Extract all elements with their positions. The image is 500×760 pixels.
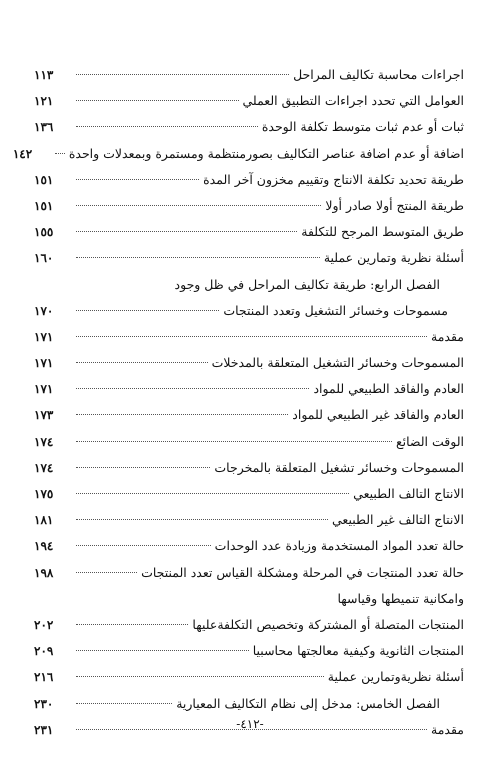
toc-entry-title: الفصل الرابع: طريقة تكاليف المراحل في ظل وجود: [174, 276, 440, 292]
toc-entry-page-number: ٢٣١: [34, 722, 54, 737]
toc-entry-title: طريقة المنتج أولا صادر أولا: [325, 197, 464, 213]
table-of-contents: [12, 62, 464, 743]
dot-leader: [76, 126, 258, 127]
dot-leader: [76, 257, 320, 258]
toc-entry: [34, 533, 464, 559]
toc-entry-title: المنتجات الثانوية وكيفية معالجتها محاسبيا: [252, 643, 464, 659]
dot-leader: [76, 179, 199, 180]
toc-entry-title: أسئلة نظريةوتمارين عملية: [327, 669, 464, 685]
toc-entry-title: العوامل التي تحدد اجراءات التطبيق العملي: [242, 93, 464, 109]
toc-entry-page-number: ١٧١: [34, 329, 54, 344]
toc-entry: [34, 193, 464, 219]
page-number-footer: -٤١٢-: [236, 717, 264, 731]
toc-entry-page-number: ١٥١: [34, 198, 54, 213]
dot-leader: [76, 676, 324, 677]
toc-entry-page-number: ١٧٤: [34, 460, 54, 475]
dot-leader: [76, 414, 288, 415]
toc-entry: [34, 664, 464, 690]
dot-leader: [76, 231, 297, 232]
toc-entry: [34, 586, 464, 612]
toc-entry-title: أسئلة نظرية وتمارين عملية: [323, 250, 464, 266]
dot-leader: [76, 100, 239, 101]
toc-entry-page-number: ١٤٢: [12, 146, 33, 161]
toc-entry: [34, 167, 464, 193]
toc-entry-page-number: ١٧٥: [34, 487, 54, 501]
toc-entry-title: الانتاج التالف غير الطبيعي: [332, 512, 464, 528]
toc-entry-page-number: ٢٠٢: [34, 617, 54, 632]
toc-entry-page-number: ١٣٦: [34, 120, 54, 135]
toc-entry-page-number: ١٢١: [34, 94, 54, 109]
toc-entry: [34, 612, 464, 638]
toc-entry-page-number: ١٥٥: [34, 225, 54, 240]
dot-leader: [76, 74, 289, 75]
toc-entry-title: الانتاج التالف الطبيعي: [353, 486, 464, 501]
toc-entry: [34, 62, 464, 88]
toc-entry: [34, 350, 464, 376]
toc-entry: [34, 376, 464, 402]
toc-entry: [34, 691, 464, 717]
toc-entry: [34, 298, 464, 324]
toc-entry-page-number: ٢٠٩: [34, 644, 54, 659]
dot-leader: [76, 336, 427, 337]
toc-entry-title: حالة تعدد المنتجات في المرحلة ومشكلة القياس تعدد المنتجات: [141, 564, 464, 580]
toc-entry-title: ثبات أو عدم ثبات متوسط تكلفة الوحدة: [261, 119, 464, 135]
toc-entry: [34, 245, 464, 271]
toc-entry: [34, 272, 464, 298]
toc-entry: [34, 638, 464, 664]
toc-entry-page-number: ١٩٤: [34, 539, 54, 554]
toc-entry: [34, 429, 464, 455]
toc-entry-page-number: ١٥١: [34, 172, 54, 187]
dot-leader: [76, 572, 137, 573]
toc-entry-page-number: ١١٣: [34, 68, 54, 82]
dot-leader: [76, 362, 208, 363]
toc-entry-title: مقدمة: [431, 721, 464, 737]
dot-leader: [76, 545, 211, 546]
dot-leader: [76, 388, 309, 389]
toc-entry: [34, 560, 464, 586]
toc-entry-page-number: ١٧١: [34, 356, 54, 371]
toc-entry: [34, 114, 464, 140]
toc-entry-page-number: ١٧٤: [34, 434, 54, 449]
toc-entry-title: المنتجات المتصلة أو المشتركة وتخصيص التكلفةعليها: [192, 616, 464, 632]
dot-leader: [55, 153, 65, 154]
toc-entry-page-number: ٢١٦: [34, 670, 54, 685]
dot-leader: [76, 519, 328, 520]
dot-leader: [76, 205, 321, 206]
dot-leader: [76, 703, 172, 704]
dot-leader: [76, 441, 392, 442]
toc-entry-title: مقدمة: [431, 328, 464, 344]
toc-entry: [34, 481, 464, 507]
toc-entry-title: العادم والفاقد الطبيعي للمواد: [313, 381, 464, 397]
toc-entry-title: طريقة تحديد تكلفة الانتاج وتقييم مخزون آخر المدة: [203, 171, 464, 187]
toc-entry: [34, 455, 464, 481]
toc-entry-title: اضافة أو عدم اضافة عناصر التكاليف بصورمنتظمة ومستمرة وبمعدلات واحدة: [68, 145, 464, 161]
toc-entry-title: وامكانية تنميطها وقياسها: [337, 590, 464, 606]
dot-leader: [76, 624, 188, 625]
toc-entry-title: الفصل الخامس: مدخل إلى نظام التكاليف المعيارية: [176, 695, 440, 711]
toc-entry-title: مسموحات وخسائر التشغيل وتعدد المنتجات: [223, 302, 448, 318]
toc-entry-title: العادم والفاقد غير الطبيعي للمواد: [292, 407, 464, 423]
toc-entry: [34, 88, 464, 114]
dot-leader: [76, 467, 210, 468]
toc-entry-page-number: ١٦٠: [34, 251, 54, 266]
dot-leader: [76, 650, 249, 651]
toc-entry-page-number: ١٩٨: [34, 565, 54, 580]
toc-entry-title: طريق المتوسط المرجح للتكلفة: [301, 224, 464, 240]
toc-entry-title: حالة تعدد المواد المستخدمة وزيادة عدد الوحدات: [214, 538, 464, 554]
toc-entry-title: المسموحات وخسائر التشغيل المتعلقة بالمدخلات: [211, 355, 464, 371]
toc-entry-title: المسموحات وخسائر تشغيل المتعلقة بالمخرجات: [214, 459, 464, 475]
toc-entry: [34, 402, 464, 428]
toc-entry-page-number: ١٧١: [34, 382, 54, 397]
dot-leader: [76, 493, 349, 494]
toc-entry-title: الوقت الضائع: [395, 433, 464, 449]
toc-entry-title: اجراءات محاسبة تكاليف المراحل: [293, 67, 464, 82]
toc-entry: [34, 219, 464, 245]
toc-entry-page-number: ١٨١: [34, 513, 54, 528]
toc-entry: [34, 324, 464, 350]
dot-leader: [76, 310, 219, 311]
toc-entry: [34, 507, 464, 533]
toc-entry-page-number: ٢٣٠: [34, 696, 54, 711]
toc-entry-page-number: ١٧٣: [34, 408, 54, 423]
toc-entry: [12, 141, 464, 167]
toc-entry-page-number: ١٧٠: [34, 303, 54, 318]
